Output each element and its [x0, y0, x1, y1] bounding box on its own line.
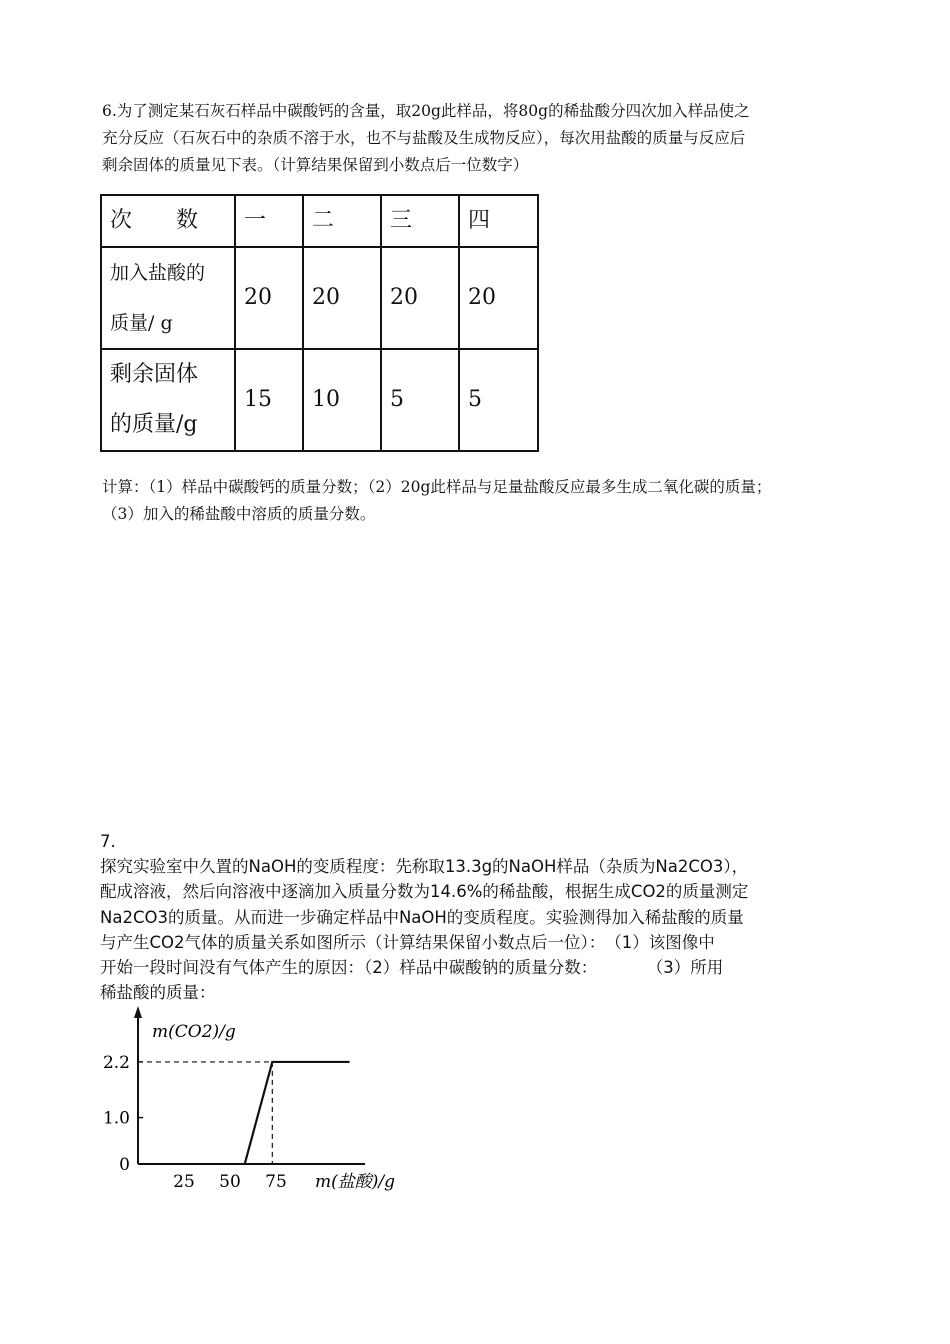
- question-6: [102, 98, 862, 179]
- calc-line-1: 计算：（1）样品中碳酸钙的质量分数；（2）20g此样品与足量盐酸反应最多生成二氧化碳的质量；: [102, 478, 772, 496]
- q7-text-line-1: 探究实验室中久置的NaOH的变质程度：先称取13.3g的NaOH样品（杂质为Na2CO3），: [100, 857, 749, 877]
- x-tick-label: 50: [219, 1172, 241, 1192]
- table-cell: 10: [303, 349, 381, 451]
- q7-text-line-2: 配成溶液，然后向溶液中逐滴加入质量分数为14.6%的稀盐酸，根据生成CO2的质量测定: [100, 882, 749, 902]
- table-row-acid: [101, 247, 538, 349]
- header-cell-4: 四: [459, 195, 538, 247]
- x-axis-label: m(盐酸)/g: [315, 1172, 395, 1192]
- table-header-row: [101, 195, 538, 247]
- row-label-solid-a: 剩余固体: [110, 362, 199, 387]
- q7-text-line-4: 与产生CO2气体的质量关系如图所示（计算结果保留小数点后一位）： （1）该图像中: [100, 932, 715, 952]
- q7-number: 7.: [100, 832, 116, 851]
- table-cell: 20: [381, 247, 459, 349]
- x-tick-label: 25: [173, 1172, 195, 1192]
- row-label-solid-b: 的质量/g: [110, 412, 198, 437]
- y-axis-arrow: [134, 1006, 142, 1018]
- table-cell: 5: [459, 349, 538, 451]
- q6-calculation-prompt: [102, 474, 882, 528]
- row-label-acid-b: 质量/ g: [110, 312, 173, 334]
- row-label-acid: [101, 247, 235, 349]
- co2-series-line: [245, 1062, 350, 1164]
- co2-chart: [100, 1000, 420, 1200]
- table-cell: 20: [303, 247, 381, 349]
- row-label-solid: [101, 349, 235, 451]
- header-cell-2: 二: [303, 195, 381, 247]
- calc-line-2: （3）加入的稀盐酸中溶质的质量分数。: [102, 505, 376, 523]
- y-tick-label: 0: [119, 1155, 130, 1175]
- y-tick-label: 1.0: [102, 1108, 130, 1129]
- q6-text-line-1: 6.为了测定某石灰石样品中碳酸钙的含量，取20g此样品，将80g的稀盐酸分四次加入样品使之: [102, 102, 750, 120]
- table-cell: 5: [381, 349, 459, 451]
- q6-text-line-3: 剩余固体的质量见下表。（计算结果保留到小数点后一位数字）: [102, 156, 529, 174]
- q6-data-table: [100, 194, 539, 452]
- y-axis-label: m(CO2)/g: [152, 1022, 236, 1042]
- q7-text-line-3: Na2CO3的质量。从而进一步确定样品中NaOH的变质程度。实验测得加入稀盐酸的质量: [100, 907, 744, 927]
- question-7: [100, 829, 852, 1005]
- table-cell: 15: [235, 349, 303, 451]
- x-tick-label: 75: [265, 1172, 287, 1192]
- header-cell-count: 次 数: [101, 195, 235, 247]
- header-cell-3: 三: [381, 195, 459, 247]
- q7-text-line-6: 稀盐酸的质量：: [100, 983, 216, 1003]
- q7-text-line-5: 开始一段时间没有气体产生的原因：（2）样品中碳酸钠的质量分数： （3）所用: [100, 958, 724, 978]
- row-label-acid-a: 加入盐酸的: [110, 262, 206, 284]
- q6-text-line-2: 充分反应（石灰石中的杂质不溶于水，也不与盐酸及生成物反应），每次用盐酸的质量与反应后: [102, 129, 746, 147]
- table-row-solid: [101, 349, 538, 451]
- header-cell-1: 一: [235, 195, 303, 247]
- y-tick-label: 2.2: [102, 1052, 130, 1073]
- table-cell: 20: [235, 247, 303, 349]
- table-cell: 20: [459, 247, 538, 349]
